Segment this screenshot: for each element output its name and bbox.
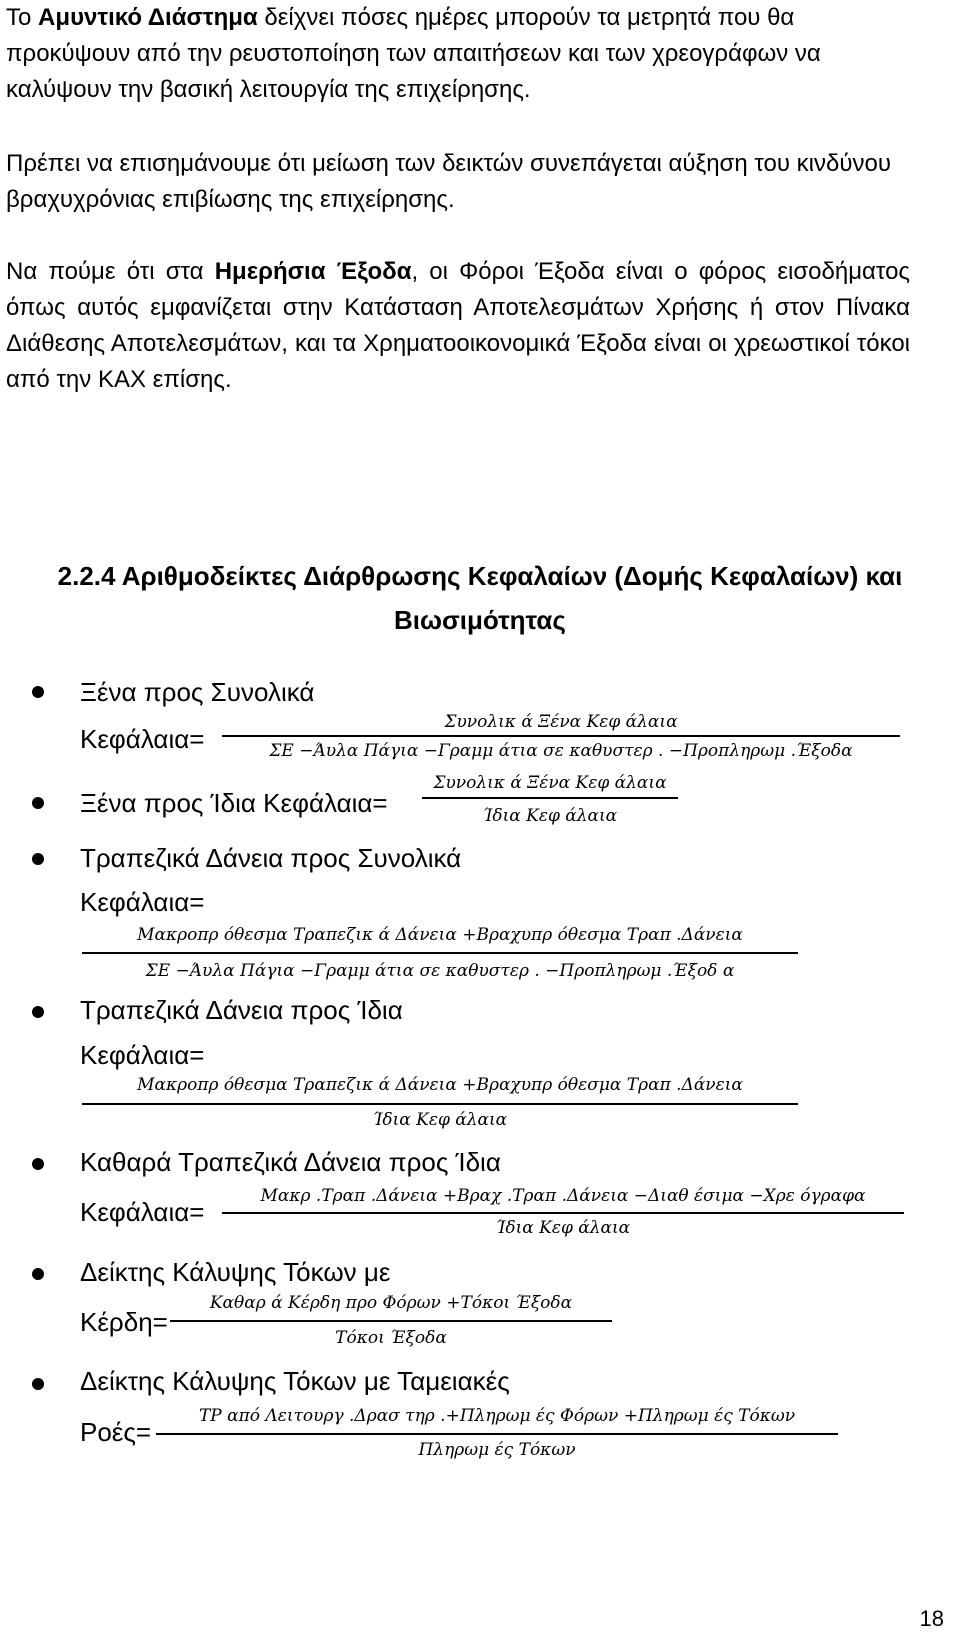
paragraph-text: δείχνει πόσες ημέρες μπορούν τα μετρητά που θα προκύψουν από την ρευστοποίηση των απαιτήσεων και των χρεογράφων να καλύψουν την βασική λειτουργία της επιχείρησης.: [6, 4, 821, 103]
term-defensive-interval: Αμυντικό Διάστημα: [38, 4, 258, 31]
formula-label: Ξένα προς Ίδια Κεφάλαια=: [80, 788, 388, 818]
paragraph-prefix: Να πούμε ότι στα: [6, 258, 215, 285]
fraction-bar: [82, 1103, 798, 1105]
bullet-icon: [32, 1006, 44, 1018]
formula-numerator: Καθαρ ά Κέρδη προ Φόρων +Τόκοι Έξοδα: [209, 1293, 573, 1313]
fraction-bar: [170, 1320, 612, 1322]
paragraph-daily-expenses: [6, 254, 910, 398]
formula-denominator: Ίδια Κεφ άλαια: [482, 806, 618, 826]
bullet-icon: [32, 686, 44, 698]
formula-label-line2: Κεφάλαια=: [80, 887, 205, 917]
term-daily-expenses: Ημερήσια Έξοδα: [214, 258, 412, 285]
bullet-icon: [32, 797, 44, 809]
formula-numerator: Συνολικ ά Ξένα Κεφ άλαια: [444, 712, 678, 732]
bullet-icon: [32, 1268, 44, 1280]
formula-label-line2: Ροές=: [80, 1417, 152, 1447]
formula-denominator: ΣΕ −Άυλα Πάγια −Γραμμ άτια σε καθυστερ . −Προπληρωμ .Έξοδ α: [145, 961, 735, 981]
fraction-bar: [156, 1433, 838, 1435]
fraction-bar: [222, 1212, 904, 1214]
formula-label: Καθαρά Τραπεζικά Δάνεια προς Ίδια: [80, 1147, 501, 1177]
formula-numerator: Μακρ .Τραπ .Δάνεια +Βραχ .Τραπ .Δάνεια −Διαθ έσιμα −Χρε όγραφα: [260, 1186, 866, 1206]
fraction-bar: [422, 797, 678, 799]
paragraph-prefix: Το: [6, 4, 39, 31]
paragraph-text: , οι Φόροι Έξοδα είναι ο φόρος εισοδήματος όπως αυτός εμφανίζεται στην Κατάσταση Αποτελεσμάτων Χρήσης ή στον Πίνακα Διάθεσης Αποτελεσμάτων, και τα Χρηματοοικονομικά Έξοδα είναι οι χρεωστικοί τόκοι από την ΚΑΧ επίσης.: [6, 258, 910, 393]
bullet-icon: [32, 1378, 44, 1390]
formula-denominator: ΣΕ −Άυλα Πάγια −Γραμμ άτια σε καθυστερ . −Προπληρωμ .Έξοδα: [269, 741, 853, 761]
paragraph-defensive-interval: [6, 0, 910, 108]
page-number: 18: [919, 1606, 944, 1631]
formula-numerator: ΤΡ από Λειτουργ .Δρασ τηρ .+Πληρωμ ές Φόρων +Πληρωμ ές Τόκων: [198, 1406, 796, 1426]
section-heading: 2.2.4 Αριθμοδείκτες Διάρθρωσης Κεφαλαίων (Δομής Κεφαλαίων) και: [57, 561, 903, 591]
formula-label-line2: Κέρδη=: [80, 1307, 168, 1337]
formula-label: Τραπεζικά Δάνεια προς Συνολικά: [80, 843, 462, 873]
formula-denominator: Τόκοι Έξοδα: [335, 1328, 447, 1348]
fraction-bar: [222, 735, 900, 737]
formula-label: Τραπεζικά Δάνεια προς Ίδια: [80, 995, 403, 1025]
paragraph-index-decrease: Πρέπει να επισημάνουμε ότι μείωση των δεικτών συνεπάγεται αύξηση του κινδύνου βραχυχρόνιας επιβίωσης της επιχείρησης.: [6, 150, 891, 213]
formula-label-line2: Κεφάλαια=: [80, 1197, 205, 1227]
fraction-bar: [82, 952, 798, 954]
formula-numerator: Μακροπρ όθεσμα Τραπεζικ ά Δάνεια +Βραχυπρ όθεσμα Τραπ .Δάνεια: [137, 925, 743, 945]
bullet-icon: [32, 853, 44, 865]
formula-numerator: Μακροπρ όθεσμα Τραπεζικ ά Δάνεια +Βραχυπρ όθεσμα Τραπ .Δάνεια: [137, 1075, 743, 1095]
formula-denominator: Ίδια Κεφ άλαια: [372, 1110, 508, 1130]
formula-label-line2: Κεφάλαια=: [80, 724, 205, 754]
section-heading-line2: Βιωσιμότητας: [394, 605, 566, 635]
formula-label: Ξένα προς Συνολικά: [80, 677, 315, 707]
bullet-icon: [32, 1158, 44, 1170]
formula-denominator: Ίδια Κεφ άλαια: [495, 1218, 631, 1238]
formula-label-line2: Κεφάλαια=: [80, 1040, 205, 1070]
formula-numerator: Συνολικ ά Ξένα Κεφ άλαια: [433, 773, 667, 793]
formula-label: Δείκτης Κάλυψης Τόκων με Ταμειακές: [80, 1366, 510, 1396]
formula-label: Δείκτης Κάλυψης Τόκων με: [80, 1257, 391, 1287]
formula-denominator: Πληρωμ ές Τόκων: [418, 1440, 576, 1460]
